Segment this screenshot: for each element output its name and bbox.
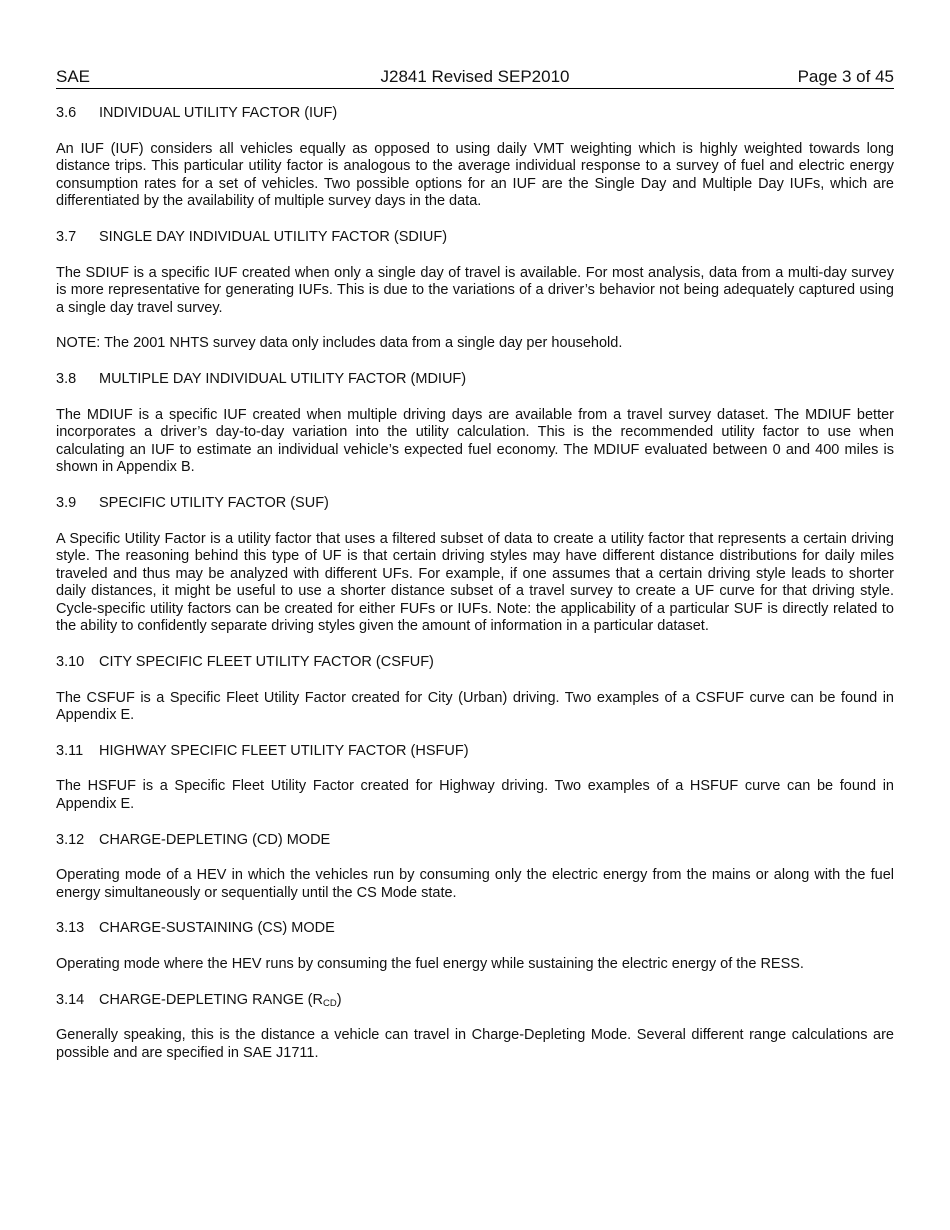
section-title: CHARGE-SUSTAINING (CS) MODE (99, 920, 335, 937)
header-document-id: J2841 Revised SEP2010 (380, 67, 570, 86)
section-heading-3-11 (56, 743, 894, 761)
paragraph: The MDIUF is a specific IUF created when multiple driving days are available from a travel survey dataset. The MDIUF better incorporates a driver’s day-to-day variation into the utility calculation. This is the recommended utility factor to use when calculating an IUF to estimate an individual vehicle’s expected fuel economy. The MDIUF evaluated between 0 and 400 miles is shown in Appendix B. (56, 406, 894, 476)
section-title: MULTIPLE DAY INDIVIDUAL UTILITY FACTOR (MDIUF) (99, 370, 467, 387)
section-number: 3.8 (56, 370, 77, 387)
paragraph: Generally speaking, this is the distance a vehicle can travel in Charge-Depleting Mode. Several different range calculations are possible and are specified in SAE J1711. (56, 1027, 894, 1061)
paragraph: A Specific Utility Factor is a utility factor that uses a filtered subset of data to create a utility factor that represents a certain driving style. The reasoning behind this type of UF is that certain driving styles may have different distance distributions for daily miles traveled and thus may be analyzed with different UFs. For example, if one assumes that a certain driving style leads to shorter daily distances, it might be useful to use a shorter distance subset of a travel survey to create a UF curve for that driving style. Cycle-specific utility factors can be created for either FUFs or IUFs. Note: the applicability of a particular SUF is directly related to the ability to confidently separate driving styles given the amount of information in a particular dataset. (56, 530, 894, 635)
paragraph: The SDIUF is a specific IUF created when only a single day of travel is available. For most analysis, data from a multi-day survey is more representative for generating IUFs. This is due to the variations of a driver’s behavior not being adequately captured using a single day travel survey. (56, 264, 894, 316)
section-number: 3.14 (56, 991, 85, 1008)
section-title: CHARGE-DEPLETING RANGE (R (99, 991, 323, 1008)
section-title-subscript: CD (322, 997, 337, 1009)
section-title: SINGLE DAY INDIVIDUAL UTILITY FACTOR (SDIUF) (99, 228, 448, 245)
paragraph: Operating mode of a HEV in which the vehicles run by consuming only the electric energy from the mains or along with the fuel energy simultaneously or sequentially until the CS Mode state. (56, 867, 894, 901)
section-title: INDIVIDUAL UTILITY FACTOR (IUF) (99, 105, 338, 121)
section-heading-3-9 (56, 495, 894, 513)
section-number: 3.6 (56, 105, 77, 121)
section-heading-3-12 (56, 832, 894, 850)
paragraph: The HSFUF is a Specific Fleet Utility Factor created for Highway driving. Two examples of a HSFUF curve can be found in Appendix E. (56, 778, 894, 813)
document-page (56, 66, 894, 1062)
section-number: 3.11 (56, 742, 84, 759)
section-number: 3.7 (56, 228, 77, 245)
section-number: 3.12 (56, 831, 85, 848)
paragraph: The CSFUF is a Specific Fleet Utility Factor created for City (Urban) driving. Two examples of a CSFUF curve can be found in Appendix E. (56, 689, 894, 724)
section-number: 3.13 (56, 920, 85, 937)
section-heading-3-8 (56, 371, 894, 389)
note-paragraph: NOTE: The 2001 NHTS survey data only includes data from a single day per household. (56, 335, 623, 352)
section-title: HIGHWAY SPECIFIC FLEET UTILITY FACTOR (HSFUF) (99, 742, 469, 759)
section-title: CITY SPECIFIC FLEET UTILITY FACTOR (CSFUF) (99, 654, 434, 671)
section-number: 3.9 (56, 494, 77, 511)
paragraph: An IUF (IUF) considers all vehicles equally as opposed to using daily VMT weighting which is highly weighted towards long distance trips. This particular utility factor is analogous to the average individual response to a survey of fuel and electric energy consumption rates for a set of vehicles. Two possible options for an IUF are the Single Day and Multiple Day IUFs, which are differentiated by the availability of multiple survey days in the data. (56, 140, 894, 210)
section-heading-3-10 (56, 654, 894, 672)
section-heading-3-6 (56, 105, 894, 123)
section-heading-3-13 (56, 920, 894, 938)
section-heading-3-14 (56, 992, 894, 1010)
paragraph: Operating mode where the HEV runs by consuming the fuel energy while sustaining the electric energy of the RESS. (56, 956, 804, 972)
section-title-end: ) (336, 991, 342, 1008)
section-title: CHARGE-DEPLETING (CD) MODE (99, 831, 331, 848)
section-heading-3-7 (56, 229, 894, 247)
header-page-number: Page 3 of 45 (797, 67, 894, 86)
section-title: SPECIFIC UTILITY FACTOR (SUF) (99, 494, 329, 511)
page-header (56, 66, 894, 89)
document-body (56, 89, 894, 1062)
header-organization: SAE (56, 67, 91, 86)
section-number: 3.10 (56, 654, 85, 671)
